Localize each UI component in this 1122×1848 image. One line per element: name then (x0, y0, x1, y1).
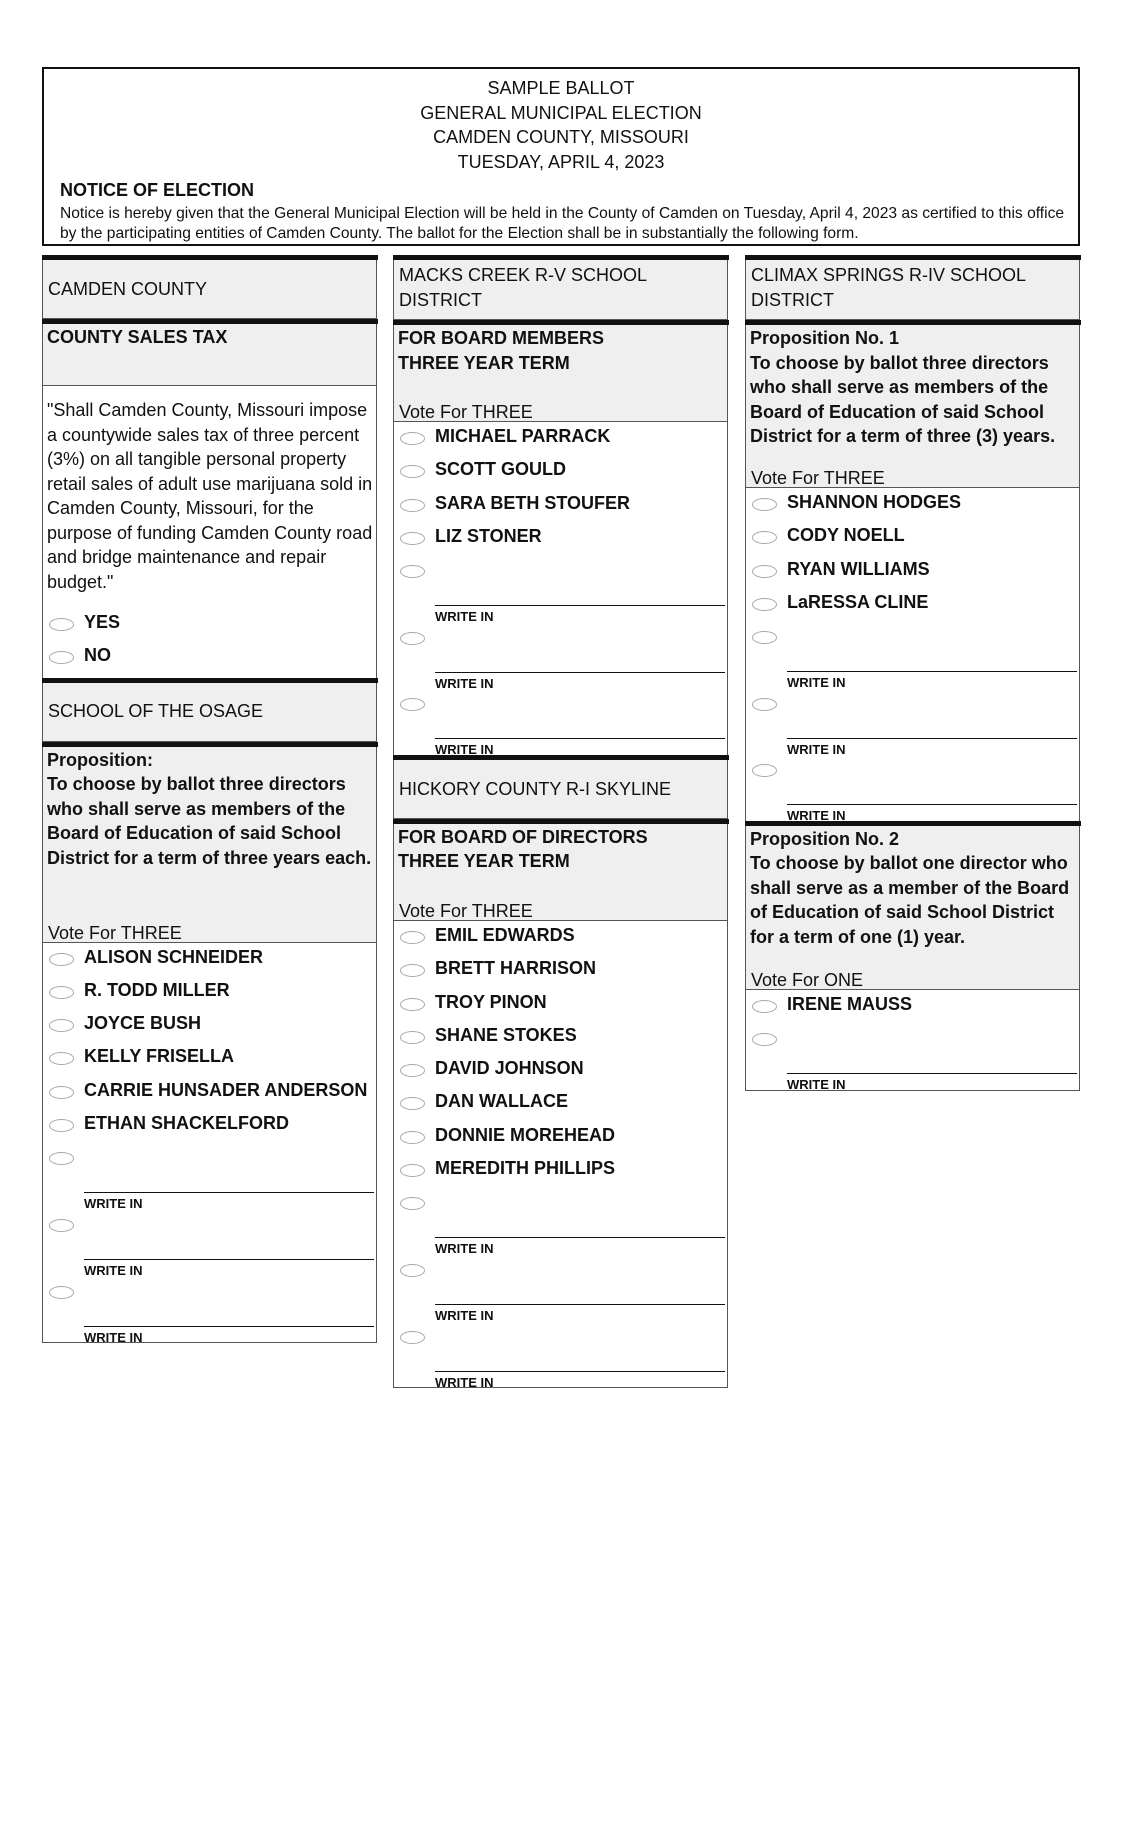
candidate-name: R. TODD MILLER (84, 979, 230, 1000)
vote-bubble[interactable] (49, 651, 74, 664)
vote-bubble[interactable] (400, 931, 425, 944)
candidate-name: IRENE MAUSS (787, 993, 913, 1014)
contest-title: Proposition No. 1 (750, 328, 900, 348)
contest-header (43, 747, 376, 943)
jurisdiction-header: CAMDEN COUNTY (43, 260, 376, 319)
candidate-row[interactable] (394, 522, 727, 555)
write-in-label: WRITE IN (435, 1307, 494, 1323)
ballot-question-text: "Shall Camden County, Missouri impose a countywide sales tax of three percent (3%) on all tangible personal property retail sales of adult use marijuana sold in Camden County, Missouri, for the purpose of funding Camden County road and bridge maintenance and repair budget." (47, 400, 373, 592)
write-in-label: WRITE IN (84, 1262, 143, 1278)
options-list (43, 608, 376, 675)
contest-description: To choose by ballot three directors who shall serve as members of the Board of Education of said School District for a term of three years each. (47, 774, 372, 868)
notice-heading: NOTICE OF ELECTION (60, 180, 255, 200)
contest-header (43, 324, 376, 386)
contest-title: Proposition No. 2 (750, 828, 900, 849)
option-yes[interactable] (43, 608, 376, 641)
vote-bubble[interactable] (400, 432, 425, 445)
title-county: CAMDEN COUNTY, MISSOURI (433, 127, 689, 147)
write-in-label: WRITE IN (787, 741, 846, 757)
candidate-row[interactable] (43, 976, 376, 1009)
contest-description: To choose by ballot one director who shall serve as a member of the Board of Education of said School District for a term of one (1) year. (750, 853, 1070, 947)
candidate-row[interactable] (394, 1121, 727, 1154)
write-in-label: WRITE IN (84, 1196, 143, 1212)
vote-bubble[interactable] (400, 1164, 425, 1177)
write-in-field[interactable] (435, 738, 725, 739)
candidate-name: ALISON SCHNEIDER (84, 946, 264, 967)
vote-bubble[interactable] (49, 1019, 74, 1032)
vote-bubble[interactable] (49, 1152, 74, 1165)
candidate-name: EMIL EDWARDS (435, 924, 575, 945)
candidate-list (746, 488, 1079, 824)
vote-bubble[interactable] (400, 1131, 425, 1144)
candidate-row[interactable] (394, 954, 727, 987)
title-sample-ballot: SAMPLE BALLOT (487, 78, 635, 98)
vote-for-instruction: Vote For ONE (751, 969, 864, 990)
ballot-title (44, 76, 1078, 174)
contest-title: COUNTY SALES TAX (47, 327, 228, 347)
write-in-field[interactable] (435, 1371, 725, 1372)
vote-for-instruction: Vote For THREE (48, 922, 182, 943)
write-in-label: WRITE IN (787, 675, 846, 691)
jurisdiction-header: CLIMAX SPRINGS R-IV SCHOOL DISTRICT (746, 260, 1079, 320)
candidate-row[interactable] (394, 422, 727, 455)
write-in-row[interactable] (746, 688, 1079, 755)
vote-bubble[interactable] (752, 764, 777, 777)
option-no[interactable] (43, 641, 376, 674)
candidate-name: ETHAN SHACKELFORD (84, 1113, 289, 1134)
write-in-row[interactable] (394, 555, 727, 625)
vote-bubble[interactable] (400, 532, 425, 545)
candidate-list (746, 990, 1079, 1093)
candidate-row[interactable] (394, 1154, 727, 1187)
vote-bubble[interactable] (752, 565, 777, 578)
vote-for-instruction: Vote For THREE (399, 402, 533, 422)
candidate-row[interactable] (43, 1076, 376, 1109)
contest-header (746, 325, 1079, 488)
vote-bubble[interactable] (752, 598, 777, 611)
vote-bubble[interactable] (752, 1033, 777, 1046)
contest-title: Proposition: (47, 749, 153, 770)
contest-description: To choose by ballot three directors who shall serve as members of the Board of Education of said School District for a term of three (3) years. (750, 352, 1056, 446)
candidate-name: MICHAEL PARRACK (435, 426, 611, 446)
candidate-name: BRETT HARRISON (435, 958, 596, 979)
ballot-column-left (42, 255, 377, 1343)
write-in-row[interactable] (746, 1023, 1079, 1093)
write-in-row[interactable] (394, 1187, 727, 1257)
contest-header (394, 325, 727, 422)
candidate-row[interactable] (43, 943, 376, 976)
vote-bubble[interactable] (49, 618, 74, 631)
write-in-row[interactable] (43, 1209, 376, 1276)
write-in-row[interactable] (746, 754, 1079, 824)
write-in-label: WRITE IN (435, 609, 494, 625)
vote-bubble[interactable] (752, 531, 777, 544)
candidate-row[interactable] (394, 1021, 727, 1054)
vote-bubble[interactable] (400, 1097, 425, 1110)
candidate-name: LIZ STONER (435, 525, 542, 546)
candidate-name: CARRIE HUNSADER ANDERSON (84, 1079, 368, 1100)
vote-bubble[interactable] (400, 964, 425, 977)
write-in-row[interactable] (43, 1276, 376, 1343)
write-in-label: WRITE IN (435, 742, 494, 758)
vote-bubble[interactable] (49, 953, 74, 966)
vote-bubble[interactable] (400, 499, 425, 512)
candidate-list (43, 943, 376, 1343)
contest-header (394, 824, 727, 921)
candidate-name: RYAN WILLIAMS (787, 558, 930, 579)
candidate-row[interactable] (746, 588, 1079, 621)
vote-bubble[interactable] (752, 698, 777, 711)
candidate-name: SCOTT GOULD (435, 459, 566, 480)
title-election-name: GENERAL MUNICIPAL ELECTION (420, 102, 702, 123)
candidate-name: LaRESSA CLINE (787, 591, 929, 612)
option-label: NO (84, 645, 111, 666)
candidate-name: TROY PINON (435, 991, 547, 1012)
vote-for-instruction: Vote For THREE (399, 900, 533, 921)
write-in-field[interactable] (84, 1259, 374, 1260)
candidate-row[interactable] (394, 988, 727, 1021)
write-in-field[interactable] (84, 1326, 374, 1327)
contest-title: FOR BOARD MEMBERS THREE YEAR TERM (398, 328, 604, 373)
write-in-field[interactable] (435, 1304, 725, 1305)
jurisdiction-header: MACKS CREEK R-V SCHOOL DISTRICT (394, 260, 727, 320)
vote-bubble[interactable] (400, 632, 425, 645)
candidate-name: SHANE STOKES (435, 1024, 577, 1045)
candidate-name: KELLY FRISELLA (84, 1046, 235, 1067)
ballot-column-middle (393, 255, 728, 1388)
vote-bubble[interactable] (400, 998, 425, 1011)
candidate-name: DAN WALLACE (435, 1091, 568, 1112)
vote-bubble[interactable] (49, 1086, 74, 1099)
write-in-row[interactable] (394, 622, 727, 689)
write-in-field[interactable] (787, 671, 1077, 672)
vote-bubble[interactable] (49, 986, 74, 999)
ballot-column-right (745, 255, 1080, 1091)
notice-text: Notice is hereby given that the General Municipal Election will be held in the County of Camden on Tuesday, April 4, 2023 as certified to this office by the participating entities of Camden County. The ballot for the Election shall be in substantially the following form. (60, 205, 1065, 242)
vote-bubble[interactable] (49, 1119, 74, 1132)
write-in-label: WRITE IN (435, 1241, 494, 1257)
candidate-row[interactable] (746, 521, 1079, 554)
vote-bubble[interactable] (752, 1000, 777, 1013)
candidate-row[interactable] (394, 921, 727, 954)
write-in-field[interactable] (435, 1237, 725, 1238)
vote-bubble[interactable] (400, 565, 425, 578)
write-in-label: WRITE IN (787, 808, 846, 824)
option-label: YES (84, 612, 121, 632)
title-date: TUESDAY, APRIL 4, 2023 (457, 151, 665, 172)
write-in-row[interactable] (394, 1254, 727, 1321)
vote-bubble[interactable] (400, 1264, 425, 1277)
write-in-row[interactable] (746, 621, 1079, 691)
vote-bubble[interactable] (400, 1031, 425, 1044)
vote-bubble[interactable] (49, 1286, 74, 1299)
write-in-field[interactable] (435, 672, 725, 673)
write-in-field[interactable] (787, 804, 1077, 805)
contest-header (746, 826, 1079, 990)
write-in-row[interactable] (394, 688, 727, 758)
jurisdiction-header: SCHOOL OF THE OSAGE (43, 683, 376, 742)
write-in-label: WRITE IN (84, 1329, 143, 1345)
candidate-name: DAVID JOHNSON (435, 1058, 584, 1079)
vote-bubble[interactable] (400, 1331, 425, 1344)
candidate-row[interactable] (394, 455, 727, 488)
write-in-label: WRITE IN (435, 675, 494, 691)
ballot-header (42, 67, 1080, 246)
write-in-label: WRITE IN (787, 1077, 846, 1093)
candidate-row[interactable] (746, 488, 1079, 521)
vote-bubble[interactable] (49, 1219, 74, 1232)
vote-bubble[interactable] (752, 631, 777, 644)
write-in-row[interactable] (43, 1142, 376, 1212)
vote-bubble[interactable] (49, 1052, 74, 1065)
candidate-row[interactable] (746, 555, 1079, 588)
write-in-field[interactable] (84, 1192, 374, 1193)
candidate-row[interactable] (43, 1109, 376, 1142)
candidate-name: SHANNON HODGES (787, 492, 962, 512)
write-in-label: WRITE IN (435, 1374, 494, 1390)
candidate-list (394, 921, 727, 1390)
candidate-list (394, 422, 727, 758)
vote-bubble[interactable] (752, 498, 777, 511)
write-in-row[interactable] (394, 1321, 727, 1388)
contest-title: FOR BOARD OF DIRECTORS THREE YEAR TERM (398, 826, 648, 872)
write-in-field[interactable] (787, 738, 1077, 739)
vote-bubble[interactable] (400, 698, 425, 711)
candidate-name: JOYCE BUSH (84, 1013, 202, 1034)
candidate-name: DONNIE MOREHEAD (435, 1124, 616, 1145)
candidate-row[interactable] (43, 1042, 376, 1075)
vote-for-instruction: Vote For THREE (751, 468, 885, 488)
candidate-row[interactable] (394, 1054, 727, 1087)
candidate-row[interactable] (43, 1009, 376, 1042)
vote-bubble[interactable] (400, 465, 425, 478)
candidate-name: SARA BETH STOUFER (435, 492, 631, 513)
vote-bubble[interactable] (400, 1064, 425, 1077)
jurisdiction-header: HICKORY COUNTY R-I SKYLINE (394, 760, 727, 819)
vote-bubble[interactable] (400, 1197, 425, 1210)
write-in-field[interactable] (787, 1073, 1077, 1074)
write-in-field[interactable] (435, 605, 725, 606)
candidate-name: MEREDITH PHILLIPS (435, 1158, 616, 1179)
candidate-row[interactable] (394, 1087, 727, 1120)
candidate-row[interactable] (746, 990, 1079, 1023)
candidate-name: CODY NOELL (787, 525, 905, 546)
candidate-row[interactable] (394, 489, 727, 522)
